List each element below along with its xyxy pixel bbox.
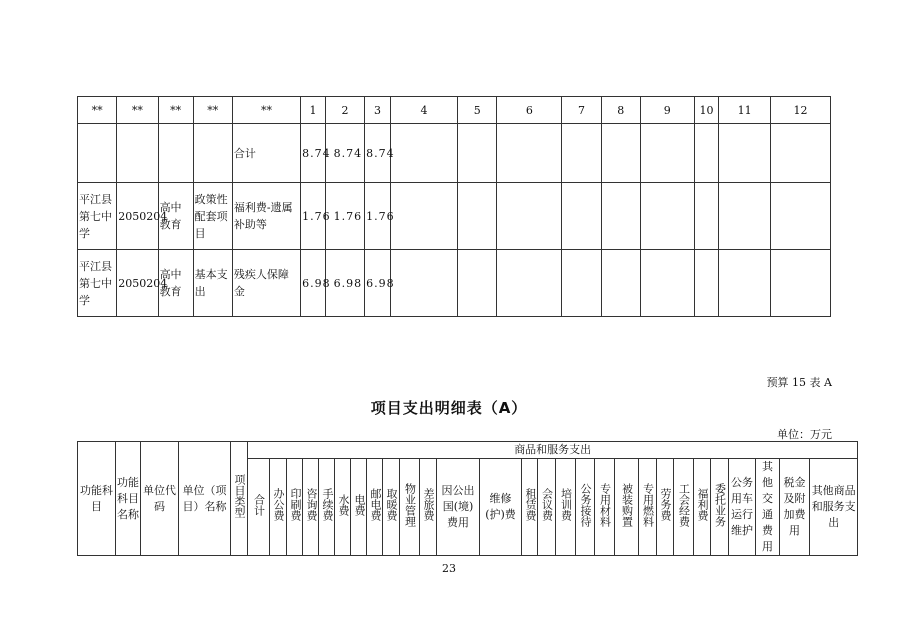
sub-header: 维修(护)费	[480, 459, 522, 556]
value-2: 6.98	[325, 250, 364, 317]
header-cell: 9	[640, 97, 694, 124]
sub-header: 水费	[335, 459, 351, 556]
header-cell: **	[232, 97, 300, 124]
sub-header: 委托业务	[711, 459, 729, 556]
function-code: 2050204	[117, 183, 158, 250]
value-3: 6.98	[365, 250, 391, 317]
sub-header: 税金及附加费用	[780, 459, 810, 556]
left-header: 单位（项目）名称	[179, 442, 231, 556]
sub-header: 其他商品和服务支出	[810, 459, 858, 556]
header-cell: **	[117, 97, 158, 124]
table-reference: 预算 15 表 A	[766, 376, 832, 389]
sub-header: 印刷费	[287, 459, 303, 556]
header-cell: 12	[771, 97, 831, 124]
sub-header: 差旅费	[420, 459, 437, 556]
value-1: 6.98	[301, 250, 326, 317]
header-cell: 11	[719, 97, 771, 124]
total-label: 合计	[232, 124, 300, 183]
sub-header: 会议费	[538, 459, 556, 556]
item-name: 福利费-遗属补助等	[232, 183, 300, 250]
header-cell: **	[158, 97, 193, 124]
sub-header: 电费	[351, 459, 367, 556]
sub-header: 被装购置	[615, 459, 639, 556]
sub-header: 咨询费	[303, 459, 319, 556]
sub-header: 福利费	[694, 459, 711, 556]
sub-header: 租赁费	[522, 459, 538, 556]
header-cell: **	[78, 97, 117, 124]
header-cell: 10	[694, 97, 719, 124]
total-value-2: 8.74	[325, 124, 364, 183]
sub-header: 合计	[248, 459, 270, 556]
left-header: 项目类型	[231, 442, 248, 556]
header-cell: 3	[365, 97, 391, 124]
value-3: 1.76	[365, 183, 391, 250]
sub-header: 取暖费	[383, 459, 400, 556]
function-code: 2050204	[117, 250, 158, 317]
sub-header: 其他交通费用	[756, 459, 780, 556]
sub-header: 公务接待	[576, 459, 595, 556]
header-cell: 4	[390, 97, 457, 124]
function-name: 高中教育	[158, 183, 193, 250]
left-header: 功能科目	[78, 442, 116, 556]
value-2: 1.76	[325, 183, 364, 250]
sub-header: 物业管理	[400, 459, 420, 556]
value-1: 1.76	[301, 183, 326, 250]
header-cell: 7	[562, 97, 601, 124]
unit-label: 单位：万元	[777, 428, 832, 441]
budget-table-continued	[77, 96, 831, 317]
total-row	[78, 124, 831, 183]
unit-name: 平江县第七中学	[78, 183, 117, 250]
header-cell: 1	[301, 97, 326, 124]
table-row	[78, 183, 831, 250]
sub-header: 劳务费	[657, 459, 674, 556]
header-cell: 5	[458, 97, 497, 124]
sub-header: 办公费	[270, 459, 287, 556]
table-row	[78, 250, 831, 317]
header-cell: **	[193, 97, 232, 124]
sub-header: 手续费	[319, 459, 335, 556]
sub-header: 培训费	[556, 459, 576, 556]
header-cell: 8	[601, 97, 640, 124]
sub-header: 邮电费	[367, 459, 383, 556]
item-name: 残疾人保障金	[232, 250, 300, 317]
sub-header: 专用材料	[595, 459, 615, 556]
left-header: 功能科目名称	[116, 442, 141, 556]
project-expense-detail-table	[77, 441, 858, 556]
group-header: 商品和服务支出	[248, 442, 858, 459]
page-number: 23	[442, 562, 456, 575]
unit-name: 平江县第七中学	[78, 250, 117, 317]
function-name: 高中教育	[158, 250, 193, 317]
header-row	[78, 97, 831, 124]
total-value-3: 8.74	[365, 124, 391, 183]
total-value-1: 8.74	[301, 124, 326, 183]
header-cell: 2	[325, 97, 364, 124]
header-cell: 6	[497, 97, 562, 124]
header-row-1	[78, 442, 858, 459]
sub-header: 因公出国(境)费用	[437, 459, 480, 556]
sub-header: 工会经费	[674, 459, 694, 556]
project-type: 基本支出	[193, 250, 232, 317]
left-header: 单位代码	[141, 442, 179, 556]
sub-header: 公务用车运行维护	[729, 459, 756, 556]
project-type: 政策性配套项目	[193, 183, 232, 250]
sub-header: 专用燃料	[639, 459, 657, 556]
page-title: 项目支出明细表（A）	[370, 399, 528, 417]
